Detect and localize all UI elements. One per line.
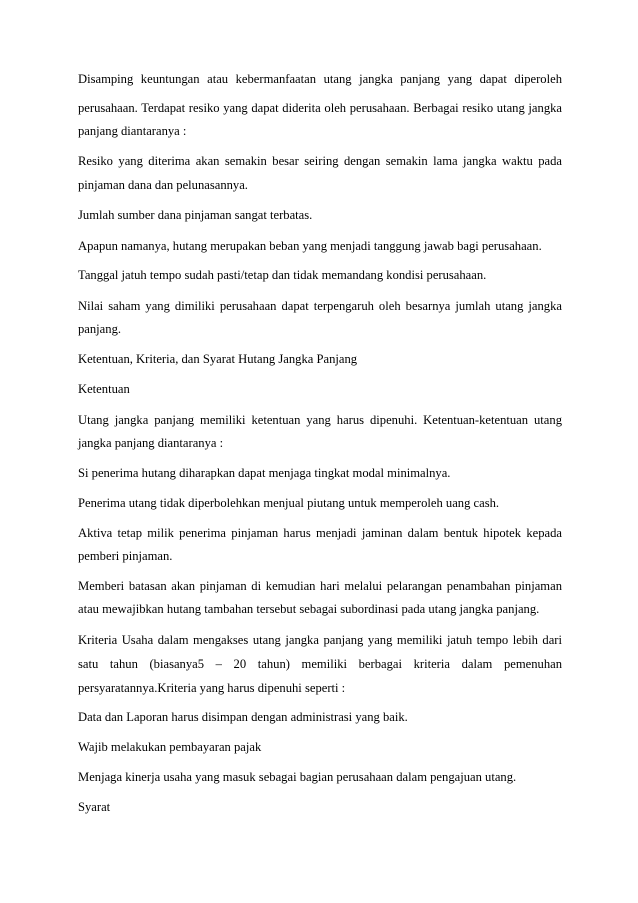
paragraph-line: Resiko yang diterima akan semakin besar seiring dengan semakin lama jangka waktu pada	[78, 154, 562, 168]
paragraph-line: Jumlah sumber dana pinjaman sangat terbatas.	[78, 208, 313, 222]
paragraph-line: panjang.	[78, 322, 122, 336]
paragraph-line: Memberi batasan akan pinjaman di kemudian hari melalui pelarangan penambahan pinjaman	[78, 579, 562, 593]
paragraph-line: pinjaman dana dan pelunasannya.	[78, 178, 248, 192]
section-heading: Syarat	[78, 800, 111, 814]
paragraph-line: Kriteria Usaha dalam mengakses utang jangka panjang yang memiliki jatuh tempo lebih dari	[78, 633, 562, 647]
paragraph-line: jangka panjang diantaranya :	[78, 436, 224, 450]
paragraph-line: Penerima utang tidak diperbolehkan menjual piutang untuk memperoleh uang cash.	[78, 496, 500, 510]
paragraph-line: Tanggal jatuh tempo sudah pasti/tetap dan tidak memandang kondisi perusahaan.	[78, 268, 487, 282]
paragraph-line: Wajib melakukan pembayaran pajak	[78, 740, 262, 754]
paragraph-line: Menjaga kinerja usaha yang masuk sebagai bagian perusahaan dalam pengajuan utang.	[78, 770, 517, 784]
paragraph-line: Data dan Laporan harus disimpan dengan administrasi yang baik.	[78, 710, 408, 724]
paragraph-line: Nilai saham yang dimiliki perusahaan dapat terpengaruh oleh besarnya jumlah utang jangka	[78, 299, 562, 313]
paragraph-line: Aktiva tetap milik penerima pinjaman harus menjadi jaminan dalam bentuk hipotek kepada	[78, 526, 562, 540]
paragraph-line: persyaratannya.Kriteria yang harus dipenuhi seperti :	[78, 681, 346, 695]
section-heading: Ketentuan	[78, 382, 130, 396]
paragraph-line: Si penerima hutang diharapkan dapat menjaga tingkat modal minimalnya.	[78, 466, 451, 480]
paragraph-line: Apapun namanya, hutang merupakan beban yang menjadi tanggung jawab bagi perusahaan.	[78, 239, 542, 253]
paragraph-line: panjang diantaranya :	[78, 124, 187, 138]
paragraph-line: atau mewajibkan hutang tambahan tersebut sebagai subordinasi pada utang jangka panjang.	[78, 602, 540, 616]
paragraph-line: Disamping keuntungan atau kebermanfaatan utang jangka panjang yang dapat diperoleh	[78, 72, 562, 86]
paragraph-line: Utang jangka panjang memiliki ketentuan yang harus dipenuhi. Ketentuan-ketentuan utang	[78, 413, 562, 427]
paragraph-line: pemberi pinjaman.	[78, 549, 173, 563]
paragraph-line: satu tahun (biasanya5 – 20 tahun) memiliki berbagai kriteria dalam pemenuhan	[78, 657, 562, 671]
paragraph-line: perusahaan. Terdapat resiko yang dapat diderita oleh perusahaan. Berbagai resiko utang jangka	[78, 101, 562, 115]
section-heading: Ketentuan, Kriteria, dan Syarat Hutang Jangka Panjang	[78, 352, 358, 366]
